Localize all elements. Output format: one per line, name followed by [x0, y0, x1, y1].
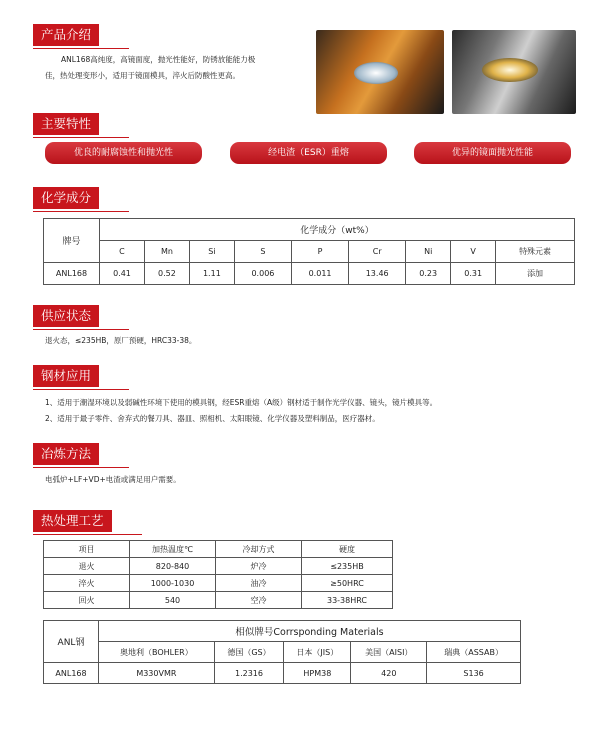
section-title-intro: 产品介绍 — [33, 24, 99, 46]
section-title-chemistry: 化学成分 — [33, 187, 99, 209]
application-text — [45, 395, 437, 427]
cooling-cell: 空冷 — [216, 592, 302, 609]
value-cell: 13.46 — [349, 263, 406, 285]
column-header: 硬度 — [302, 541, 393, 558]
temperature-cell: 820-840 — [130, 558, 216, 575]
table-row — [44, 592, 393, 609]
process-cell: 退火 — [44, 558, 130, 575]
headlamp-shape — [482, 58, 538, 82]
section-title-features: 主要特性 — [33, 113, 99, 135]
country-header: 美国（AISI） — [351, 642, 427, 663]
headlight-photo-orange — [316, 30, 444, 114]
column-header: 项目 — [44, 541, 130, 558]
element-header: V — [451, 241, 496, 263]
intro-line-1: ANL168高纯度，高镜面度，抛光性能好，防锈放能能力极 — [61, 55, 256, 64]
heat-treatment-table — [43, 540, 393, 609]
temperature-cell: 1000-1030 — [130, 575, 216, 592]
section-title-heat: 热处理工艺 — [33, 510, 112, 532]
table-row — [44, 558, 393, 575]
value-cell: 添加 — [496, 263, 575, 285]
value-cell: 1.11 — [189, 263, 234, 285]
element-header: 特殊元素 — [496, 241, 575, 263]
column-header: 加热温度℃ — [130, 541, 216, 558]
value-cell: 0.52 — [144, 263, 189, 285]
feature-pill-1: 优良的耐腐蚀性和抛光性 — [45, 142, 202, 164]
similar-title: 相似牌号Corrsponding Materials — [99, 621, 521, 642]
grade-header: 牌号 — [44, 219, 100, 263]
chemistry-table — [43, 218, 575, 285]
value-cell: 0.23 — [406, 263, 451, 285]
element-header: P — [291, 241, 348, 263]
supply-text: 退火态，≤235HB，原厂预硬，HRC33-38。 — [45, 336, 197, 345]
cooling-cell: 炉冷 — [216, 558, 302, 575]
country-header: 奥地利（BOHLER） — [99, 642, 215, 663]
element-header: Si — [189, 241, 234, 263]
headlamp-shape — [354, 62, 398, 84]
smelting-text: 电弧炉+LF+VD+电渣或满足用户需要。 — [45, 475, 181, 484]
header-row — [44, 541, 393, 558]
table-row — [44, 263, 575, 285]
application-line-1: 1、适用于潮湿环境以及弱碱性环境下使用的模具钢，经ESR重熔（A级）钢材适于制作光学仪器、镜头，镜片模具等。 — [45, 398, 438, 407]
value-cell: 0.41 — [100, 263, 145, 285]
section-title-supply: 供应状态 — [33, 305, 99, 327]
feature-pill-2: 经电渣（ESR）重熔 — [230, 142, 387, 164]
hardness-cell: ≥50HRC — [302, 575, 393, 592]
feature-pill-3: 优异的镜面抛光性能 — [414, 142, 571, 164]
element-header: Mn — [144, 241, 189, 263]
equivalent-cell: 420 — [351, 663, 427, 684]
country-header-row — [44, 642, 521, 663]
table-row — [44, 663, 521, 684]
intro-line-2: 佳，热处理变形小，适用于镜面模具，淬火后防酸性更高。 — [45, 71, 240, 80]
hardness-cell: ≤235HB — [302, 558, 393, 575]
country-header: 瑞典（ASSAB） — [427, 642, 521, 663]
table-row — [44, 575, 393, 592]
grade-cell: ANL168 — [44, 663, 99, 684]
process-cell: 回火 — [44, 592, 130, 609]
chemistry-group-header: 化学成分（wt%） — [100, 219, 575, 241]
value-cell: 0.31 — [451, 263, 496, 285]
equivalent-cell: S136 — [427, 663, 521, 684]
country-header: 德国（GS） — [214, 642, 284, 663]
value-cell: 0.011 — [291, 263, 348, 285]
intro-text — [45, 52, 255, 84]
headlight-photo-silver — [452, 30, 576, 114]
country-header: 日本（JIS） — [284, 642, 351, 663]
hardness-cell: 33-38HRC — [302, 592, 393, 609]
equivalent-cell: 1.2316 — [214, 663, 284, 684]
application-line-2: 2、适用于最子零件、舍弃式的餐刀具、器皿、照相机、太阳眼镜、化学仪器及塑料制品，医疗器材。 — [45, 414, 380, 423]
corner-cell: ANL钢 — [44, 621, 99, 663]
equivalent-cell: M330VMR — [99, 663, 215, 684]
similar-grades-table — [43, 620, 521, 684]
cooling-cell: 油冷 — [216, 575, 302, 592]
section-title-smelting: 冶炼方法 — [33, 443, 99, 465]
grade-cell: ANL168 — [44, 263, 100, 285]
temperature-cell: 540 — [130, 592, 216, 609]
element-header: C — [100, 241, 145, 263]
process-cell: 淬火 — [44, 575, 130, 592]
value-cell: 0.006 — [234, 263, 291, 285]
element-header: Ni — [406, 241, 451, 263]
equivalent-cell: HPM38 — [284, 663, 351, 684]
element-header: Cr — [349, 241, 406, 263]
section-title-application: 钢材应用 — [33, 365, 99, 387]
element-header-row — [44, 241, 575, 263]
column-header: 冷却方式 — [216, 541, 302, 558]
element-header: S — [234, 241, 291, 263]
